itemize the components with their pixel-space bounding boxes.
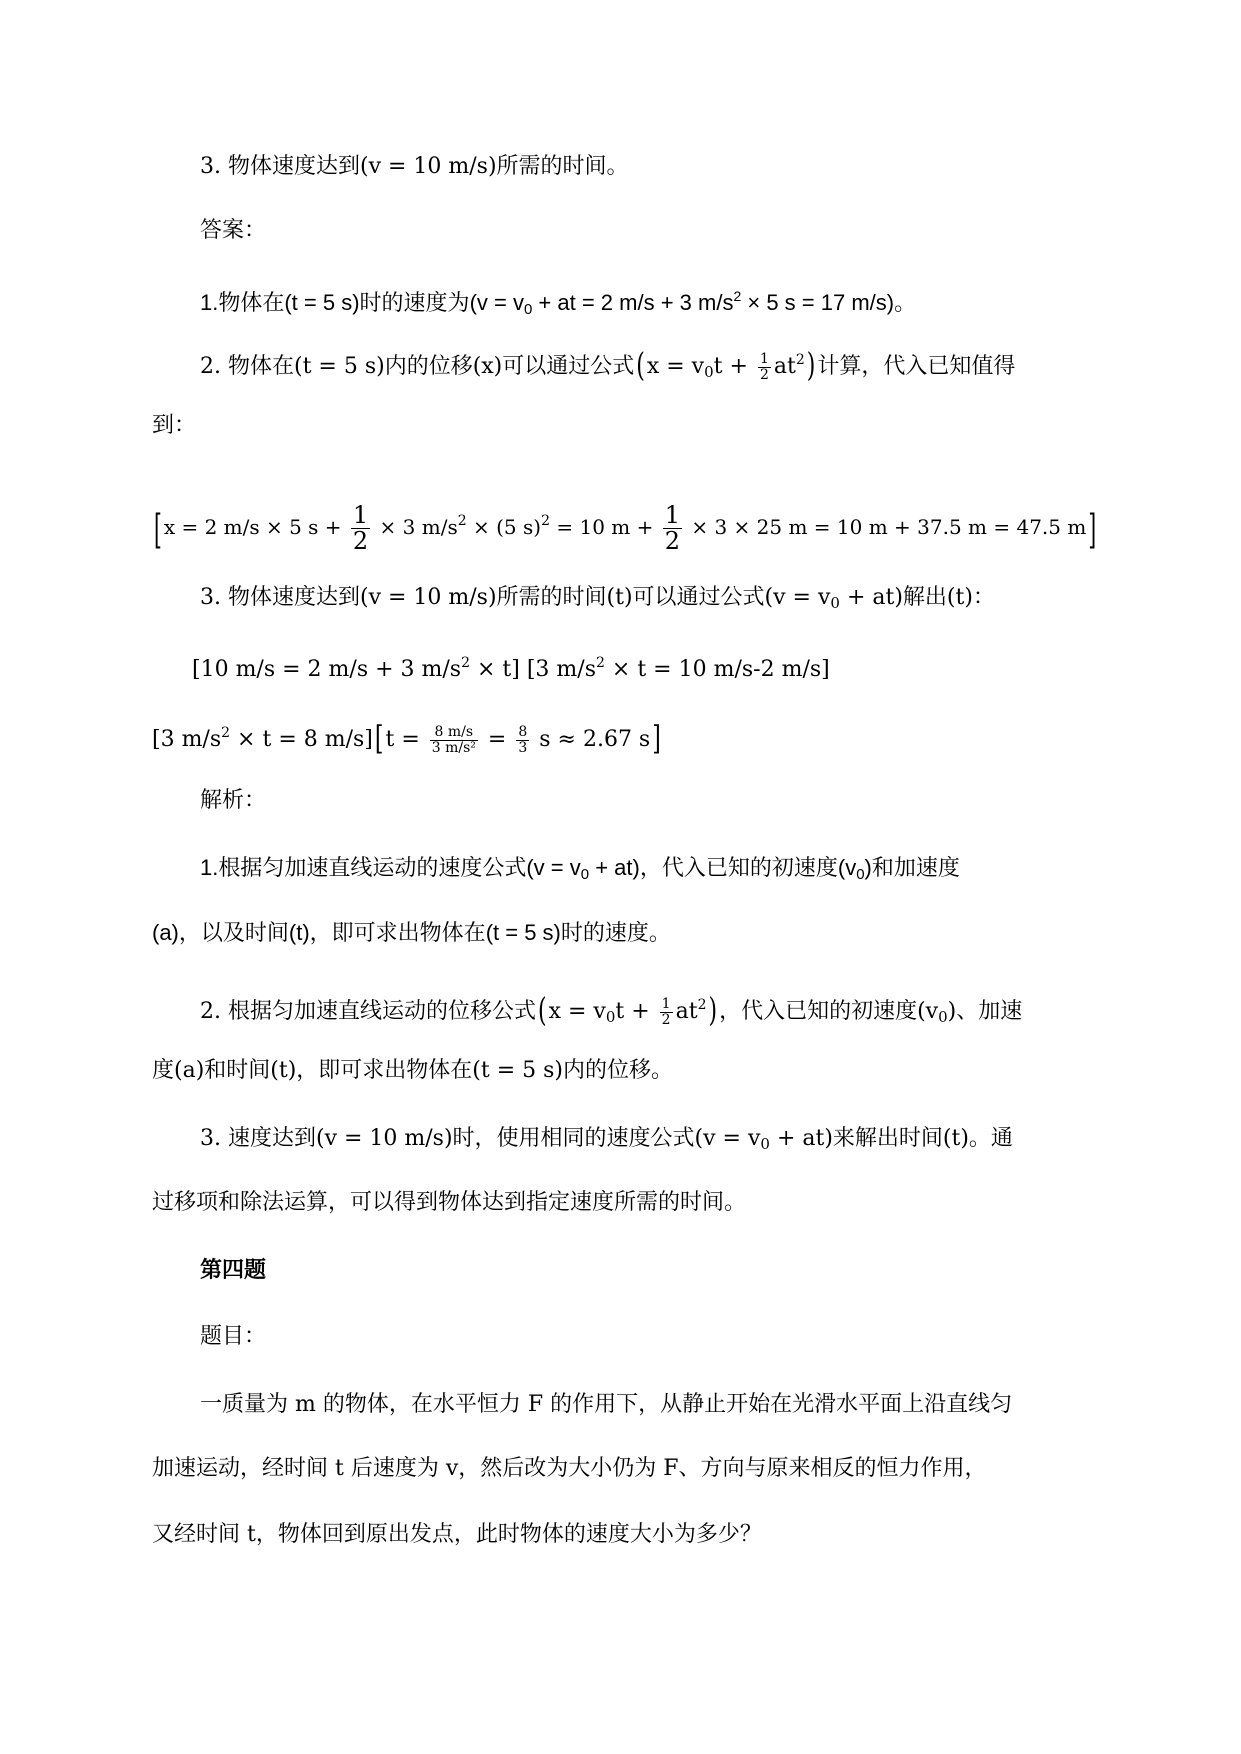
answer-heading: 答案： [200,218,267,243]
fraction-half: $\frac{1}{2}$ [352,501,369,556]
analysis-2-continuation: 度(a)和时间(t)，即可求出物体在(t = 5 s)内的位移。 [152,1058,673,1083]
fraction-half: $\frac{1}{2}$ [664,501,680,556]
analysis-1-line: 1.根据匀加速直线运动的速度公式$(v = v_0 + at)$，代入已知的初速度$(v_0)$和加速度 [200,855,960,883]
question-label: 题目： [200,1324,267,1349]
fraction-half: $\frac{1}{2}$ [759,350,769,383]
answer-2-continuation: 到： [152,413,197,438]
analysis-3-line: 3. 速度达到(v = 10 m/s)时，使用相同的速度公式$(v = v_0 + at)$来解出时间(t)。通 [200,1126,1013,1153]
time-equation-step-1: [10 m/s = 2 m/s + 3 $m/s^2 \times t$] [3 $m/s^2 \times t = 10$ m/s-2 m/s] [192,655,830,682]
analysis-heading: 解析： [200,788,267,813]
fraction-half: $\frac{1}{2}$ [661,995,671,1028]
analysis-3-continuation: 过移项和除法运算，可以得到物体达到指定速度所需的时间。 [152,1190,747,1215]
fraction-eight-thirds: $\frac{8}{3}$ [518,723,528,756]
answer-2-line: 2. 物体在(t = 5 s)内的位移(x)可以通过公式($x = v_0t$ + $\frac{1}{2}$ $at^2$)计算，代入已知值得 [200,347,1016,385]
analysis-2-line: 2. 根据匀加速直线运动的位移公式($x = v_0t$ + $\frac{1}{2}$ $at^2$)，代入已知的初速度$(v_0)$、加速 [200,992,1023,1030]
question-4-heading: 第四题 [200,1258,267,1283]
question-4-text-line-2: 加速运动，经时间 t 后速度为 v，然后改为大小仍为 F、方向与原来相反的恒力作用， [152,1456,987,1481]
analysis-1-continuation: (a)，以及时间(t)，即可求出物体在(t = 5 s)时的速度。 [152,920,671,946]
displacement-equation: [ x = 2 m/s × 5 s + $\frac{1}{2}$ × 3 $m/s^2 \times (5$ s)$^2$ = 10 m + $\frac{1}{2}$ × 3 × 25 m = 10 m + 37.5 m = 47.5 m ] [154,501,1097,556]
answer-3-line: 3. 物体速度达到(v = 10 m/s)所需的时间(t)可以通过公式$(v = v_0 + at)$解出(t)： [200,585,995,612]
time-equation-step-2: [3 $m/s^2 \times t = 8$ m/s][t = $\frac{8 m/s}{\text{3 m/s²}}$ = $\frac{8}{3}$ s ≈ 2.67 s] [152,720,661,758]
question-4-text-line-3: 又经时间 t，物体回到原出发点，此时物体的速度大小为多少？ [152,1522,762,1547]
question-4-text-line-1: 一质量为 m 的物体，在水平恒力 F 的作用下，从静止开始在光滑水平面上沿直线匀 [200,1392,1013,1417]
fraction-time: $\frac{8 m/s}{\text{3 m/s²}}$ [431,723,476,756]
answer-1-line: 1.物体在(t = 5 s)时的速度为($v = v_0$ + at = 2 m/s + 3 $m/s^2 \times 5$ s = 17 m/s)。 [200,288,917,318]
question-3-statement: 3. 物体速度达到(v = 10 m/s)所需的时间。 [200,154,629,179]
